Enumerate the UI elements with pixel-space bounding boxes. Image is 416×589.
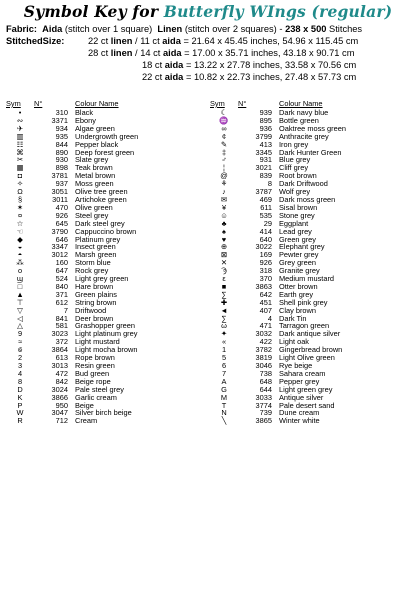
symbol-cell: ⊤ <box>16 297 24 307</box>
floss-number-cell: 841 <box>55 313 68 323</box>
colour-name-cell: Insect green <box>75 242 116 252</box>
symbol-cell: Ω <box>17 187 23 197</box>
size-value: = 13.22 x 27.78 inches, 33.58 x 70.56 cm <box>183 60 357 70</box>
size-fabric: linen <box>110 48 133 58</box>
colour-name-cell: Storm blue <box>75 258 111 268</box>
floss-number-cell: 524 <box>55 274 68 284</box>
symbol-cell: N <box>221 408 227 418</box>
col-sym-header: Sym <box>6 99 21 108</box>
symbol-cell: R <box>17 416 23 426</box>
floss-number-cell: 3013 <box>51 361 68 370</box>
floss-number-cell: 3790 <box>51 226 68 236</box>
fabric-linen-note: (stitch over 2 squares) - <box>184 24 283 34</box>
floss-number-cell: 3781 <box>51 171 68 181</box>
symbol-cell: ✕ <box>220 258 228 268</box>
symbol-cell: § <box>17 194 23 204</box>
table-row <box>210 156 409 164</box>
colour-name-cell: Dark Driftwood <box>279 179 328 189</box>
colour-name-cell: Olive green <box>75 202 113 212</box>
colour-name-cell: Slate grey <box>75 155 109 165</box>
size-value: = 17.00 x 35.71 inches, 43.18 x 90.71 cm <box>181 48 355 58</box>
size-sep: / 14 ct <box>132 48 163 58</box>
table-row <box>6 409 205 417</box>
floss-number-cell: 470 <box>55 202 68 212</box>
symbol-cell: ✉ <box>220 194 228 204</box>
symbol-cell: ω <box>221 321 227 331</box>
colour-name-cell: Garlic cream <box>75 392 117 402</box>
symbol-cell: ⊕ <box>220 242 228 252</box>
symbol-cell: A <box>221 376 227 386</box>
table-row <box>210 133 409 141</box>
floss-number-cell: 414 <box>259 226 272 236</box>
floss-number-cell: 3051 <box>51 187 68 197</box>
symbol-cell: 4 <box>17 368 23 378</box>
floss-number-cell: 3033 <box>255 392 272 402</box>
floss-number-cell: 937 <box>55 179 68 189</box>
colour-name-cell: Bud green <box>75 368 110 378</box>
colour-name-cell: Cappuccino brown <box>75 226 137 236</box>
symbol-cell: « <box>221 337 227 347</box>
floss-number-cell: 469 <box>259 194 272 204</box>
floss-number-cell: 3799 <box>255 131 272 141</box>
symbol-cell: ✦ <box>220 329 228 339</box>
symbol-key-table-left <box>6 100 205 425</box>
colour-name-cell: Beige rope <box>75 376 111 386</box>
symbol-cell: ☷ <box>16 139 24 149</box>
symbol-cell: ╲ <box>221 416 227 426</box>
floss-number-cell: 422 <box>259 337 272 347</box>
title-prefix: Symbol Key for <box>23 2 164 21</box>
size-ct: 28 ct <box>88 48 109 58</box>
colour-name-cell: String brown <box>75 297 117 307</box>
colour-name-cell: Pepper black <box>75 139 119 149</box>
size-value: = 10.82 x 22.73 inches, 27.48 x 57.73 cm <box>183 72 357 82</box>
size-ct: 22 ct <box>88 36 109 46</box>
floss-number-cell: 840 <box>55 281 68 291</box>
symbol-cell: ¥ <box>221 202 227 212</box>
symbol-cell: ☆ <box>16 218 24 228</box>
colour-name-cell: Sahara cream <box>279 368 326 378</box>
symbol-cell: ‡ <box>221 147 227 157</box>
colour-name-cell: Steel grey <box>75 210 109 220</box>
colour-name-cell: Iron grey <box>279 139 309 149</box>
colour-name-cell: Algae green <box>75 123 115 133</box>
col-sym-header: Sym <box>210 99 225 108</box>
floss-number-cell: 451 <box>259 297 272 307</box>
colour-name-cell: Beige <box>75 400 94 410</box>
symbol-cell: ☾ <box>220 108 228 117</box>
table-row <box>6 109 205 117</box>
colour-name-cell: Light mocha brown <box>75 345 138 355</box>
symbol-cell: ☺ <box>220 210 228 220</box>
floss-number-cell: 535 <box>259 210 272 220</box>
symbol-cell: ✈ <box>16 123 24 133</box>
symbol-cell: ∾ <box>16 115 24 125</box>
symbol-cell: ♪ <box>222 187 226 197</box>
floss-number-cell: 646 <box>55 234 68 244</box>
symbol-cell: ✎ <box>220 139 228 149</box>
fabric-line <box>6 24 362 34</box>
colour-name-cell: Winter white <box>279 416 320 426</box>
floss-number-cell: 931 <box>259 155 272 165</box>
colour-name-cell: Medium mustard <box>279 274 335 284</box>
symbol-cell: ♒ <box>219 115 229 125</box>
size-ct: 18 ct <box>142 60 163 70</box>
colour-name-cell: Root brown <box>279 171 317 181</box>
symbol-cell: 1 <box>221 345 227 355</box>
floss-number-cell: 3046 <box>255 361 272 370</box>
colour-name-cell: Silver birch beige <box>75 408 132 418</box>
floss-number-cell: 3047 <box>51 408 68 418</box>
size-ct: 22 ct <box>142 72 163 82</box>
symbol-cell: ⌘ <box>16 147 24 157</box>
floss-number-cell: 169 <box>259 250 272 260</box>
floss-number-cell: 3021 <box>255 163 272 173</box>
size-fabric2: aida <box>162 36 181 46</box>
floss-number-cell: 3819 <box>255 353 272 363</box>
colour-name-cell: Pewter grey <box>279 250 319 260</box>
floss-number-cell: 371 <box>55 289 68 299</box>
colour-name-cell: Dark antique silver <box>279 329 341 339</box>
symbol-cell: 7 <box>221 368 227 378</box>
table-row <box>210 212 409 220</box>
colour-name-cell: Dark Hunter Green <box>279 147 342 157</box>
colour-name-cell: Black <box>75 108 94 117</box>
fabric-label: Fabric: <box>6 24 37 34</box>
floss-number-cell: 642 <box>259 289 272 299</box>
symbol-cell: ♠ <box>222 226 226 236</box>
size-line <box>88 48 354 58</box>
symbol-cell: ∑ <box>221 313 227 323</box>
colour-name-cell: Undergrowth green <box>75 131 139 141</box>
floss-number-cell: 926 <box>55 210 68 220</box>
colour-name-cell: Light Olive green <box>279 353 335 363</box>
symbol-cell: ◆ <box>17 234 23 244</box>
floss-number-cell: 3866 <box>51 392 68 402</box>
colour-name-cell: Antique silver <box>279 392 324 402</box>
floss-number-cell: 890 <box>55 147 68 157</box>
floss-number-cell: 8 <box>267 179 272 189</box>
floss-number-cell: 611 <box>260 202 272 212</box>
floss-number-cell: 3022 <box>255 242 272 252</box>
size-line <box>142 72 356 82</box>
symbol-cell: K <box>17 392 23 402</box>
symbol-cell: ⟃ <box>17 345 23 355</box>
floss-number-cell: 613 <box>55 353 68 363</box>
colour-name-cell: Earth grey <box>279 289 314 299</box>
stitch-label: Stitches <box>329 24 363 34</box>
symbol-cell: ⊠ <box>220 250 228 260</box>
colour-name-cell: Rope brown <box>75 353 115 363</box>
colour-name-cell: Moss green <box>75 179 114 189</box>
symbol-cell: ⁂ <box>16 258 24 268</box>
symbol-cell: • <box>18 108 22 117</box>
size-fabric: linen <box>110 36 133 46</box>
stitched-size-label: StitchedSize: <box>6 36 65 46</box>
symbol-cell: ✚ <box>220 297 228 307</box>
floss-number-cell: 160 <box>55 258 68 268</box>
col-no-header: N° <box>34 99 43 108</box>
symbol-cell: ∞ <box>221 123 227 133</box>
colour-name-cell: Dark moss green <box>279 194 336 204</box>
symbol-cell: ♂ <box>221 155 227 165</box>
colour-name-cell: Teak brown <box>75 163 113 173</box>
colour-name-cell: Anthracite grey <box>279 131 329 141</box>
size-value: = 21.64 x 45.45 inches, 54.96 x 115.45 cm <box>180 36 359 46</box>
symbol-cell: ✧ <box>16 179 24 189</box>
colour-name-cell: Eggplant <box>279 218 309 228</box>
symbol-cell: T <box>221 400 227 410</box>
symbol-cell: ✂ <box>16 155 24 165</box>
colour-name-cell: Lead grey <box>279 226 312 236</box>
floss-number-cell: 647 <box>55 266 68 276</box>
floss-number-cell: 310 <box>55 108 68 117</box>
floss-number-cell: 936 <box>259 123 272 133</box>
symbol-cell: ▽ <box>17 305 23 315</box>
floss-number-cell: 738 <box>259 368 272 378</box>
floss-number-cell: 644 <box>259 384 272 394</box>
symbol-cell: D <box>17 384 23 394</box>
floss-number-cell: 934 <box>55 123 68 133</box>
floss-number-cell: 3774 <box>255 400 272 410</box>
floss-number-cell: 3012 <box>51 250 68 260</box>
symbol-cell: 5 <box>221 353 227 363</box>
symbol-cell: ¤ <box>17 210 23 220</box>
floss-number-cell: 3864 <box>51 345 68 355</box>
size-sep: / 11 ct <box>132 36 163 46</box>
colour-name-cell: Dark Tin <box>279 313 307 323</box>
symbol-cell: △ <box>17 321 23 331</box>
colour-name-cell: Pepper grey <box>279 376 320 386</box>
symbol-cell: ϣ <box>16 274 24 284</box>
colour-name-cell: Dune cream <box>279 408 320 418</box>
symbol-cell: ◘ <box>17 171 23 181</box>
colour-name-cell: Grashopper green <box>75 321 135 331</box>
colour-name-cell: Elephant grey <box>279 242 325 252</box>
col-name-header: Colour Name <box>75 99 119 108</box>
table-header-row <box>6 100 205 109</box>
colour-name-cell: Cliff grey <box>279 163 309 173</box>
floss-number-cell: 370 <box>259 274 272 284</box>
colour-name-cell: Hare brown <box>75 281 114 291</box>
symbol-cell: □ <box>17 281 23 291</box>
colour-name-cell: Wolf grey <box>279 187 311 197</box>
col-no-header: N° <box>238 99 247 108</box>
colour-name-cell: Dark navy blue <box>279 108 329 117</box>
colour-name-cell: Clay brown <box>279 305 316 315</box>
floss-number-cell: 895 <box>259 115 272 125</box>
colour-name-cell: Oaktree moss green <box>279 123 346 133</box>
symbol-cell: 2 <box>17 353 23 363</box>
colour-name-cell: Platinum grey <box>75 234 121 244</box>
colour-name-cell: Bottle green <box>279 115 319 125</box>
colour-name-cell: Rye beige <box>279 361 313 370</box>
floss-number-cell: 3011 <box>52 194 68 204</box>
floss-number-cell: 372 <box>55 337 68 347</box>
colour-name-cell: Resin green <box>75 361 115 370</box>
floss-number-cell: 612 <box>55 297 68 307</box>
symbol-cell: ☜ <box>16 226 24 236</box>
symbol-cell: ▥ <box>16 131 24 141</box>
symbol-cell: M <box>220 392 228 402</box>
symbol-cell: ■ <box>221 281 227 291</box>
colour-name-cell: Marsh green <box>75 250 117 260</box>
floss-number-cell: 640 <box>259 234 272 244</box>
symbol-cell: o <box>17 266 23 276</box>
title-pattern-name: Butterfly WIngs (regular) <box>163 2 393 21</box>
col-name-header: Colour Name <box>279 99 323 108</box>
symbol-cell: 8 <box>17 376 23 386</box>
floss-number-cell: 3024 <box>51 384 68 394</box>
colour-name-cell: Grey green <box>279 258 316 268</box>
floss-number-cell: 3371 <box>51 115 68 125</box>
floss-number-cell: 926 <box>259 258 272 268</box>
symbol-cell: ¦ <box>223 163 225 173</box>
colour-name-cell: Pale desert sand <box>279 400 335 410</box>
page-title <box>0 2 416 21</box>
floss-number-cell: 7 <box>63 305 68 315</box>
symbol-cell: 3 <box>17 361 23 370</box>
fabric-linen: Linen <box>157 24 183 34</box>
floss-number-cell: 318 <box>259 266 272 276</box>
symbol-cell: ◄ <box>220 305 228 315</box>
colour-name-cell: Sisal brown <box>279 202 318 212</box>
floss-number-cell: 844 <box>55 139 68 149</box>
floss-number-cell: 739 <box>259 408 272 418</box>
floss-number-cell: 3865 <box>255 416 272 426</box>
table-row <box>6 394 205 402</box>
stitch-count: 238 x 500 <box>285 24 327 34</box>
colour-name-cell: Gingerbread brown <box>279 345 343 355</box>
floss-number-cell: 3863 <box>255 281 272 291</box>
fabric-aida-note: (stitch over 1 square) <box>64 24 153 34</box>
floss-number-cell: 712 <box>55 416 68 426</box>
colour-name-cell: Ebony <box>75 115 96 125</box>
colour-name-cell: Olive tree green <box>75 187 128 197</box>
symbol-cell: ≈ <box>17 337 23 347</box>
symbol-key-table-right <box>210 100 409 425</box>
symbol-cell: ε <box>222 274 226 284</box>
colour-name-cell: Shell pink grey <box>279 297 328 307</box>
colour-name-cell: Light green grey <box>279 384 333 394</box>
floss-number-cell: 472 <box>55 368 68 378</box>
colour-name-cell: Light grey green <box>75 274 129 284</box>
floss-number-cell: 3787 <box>255 187 272 197</box>
floss-number-cell: 950 <box>55 400 68 410</box>
floss-number-cell: 930 <box>55 155 68 165</box>
floss-number-cell: 3782 <box>255 345 272 355</box>
floss-number-cell: 939 <box>259 108 272 117</box>
colour-name-cell: Deer brown <box>75 313 114 323</box>
colour-name-cell: Pale steel grey <box>75 384 124 394</box>
symbol-cell: ✶ <box>16 202 24 212</box>
floss-number-cell: 29 <box>263 218 272 228</box>
colour-name-cell: Artichoke green <box>75 194 127 204</box>
size-fabric2: aida <box>162 48 182 58</box>
colour-name-cell: Green grey <box>279 234 316 244</box>
colour-name-cell: Green plains <box>75 289 117 299</box>
symbol-cell: ◒ <box>17 242 23 252</box>
colour-name-cell: Cream <box>75 416 98 426</box>
floss-number-cell: 581 <box>55 321 68 331</box>
symbol-cell: W <box>16 408 24 418</box>
symbol-cell: ▲ <box>16 289 24 299</box>
floss-number-cell: 407 <box>259 305 272 315</box>
floss-number-cell: 4 <box>267 313 272 323</box>
floss-number-cell: 839 <box>259 171 272 181</box>
colour-name-cell: Dark steel grey <box>75 218 125 228</box>
colour-name-cell: Granite grey <box>279 266 320 276</box>
symbol-cell: ∑ <box>221 289 227 299</box>
size-fabric: aida <box>164 60 184 70</box>
colour-name-cell: Light oak <box>279 337 309 347</box>
colour-name-cell: Rock grey <box>75 266 109 276</box>
symbol-cell: P <box>17 400 23 410</box>
floss-number-cell: 3023 <box>51 329 68 339</box>
colour-name-cell: Stone grey <box>279 210 315 220</box>
colour-name-cell: Otter brown <box>279 281 318 291</box>
symbol-cell: ¢ <box>221 131 227 141</box>
symbol-cell: ⚘ <box>220 179 228 189</box>
symbol-cell: 6 <box>221 361 227 370</box>
floss-number-cell: 413 <box>259 139 272 149</box>
floss-number-cell: 648 <box>259 376 272 386</box>
symbol-cell: ♣ <box>221 218 227 228</box>
table-row <box>210 330 409 338</box>
symbol-cell: G <box>221 384 227 394</box>
size-line <box>88 36 358 46</box>
symbol-cell: @ <box>220 171 228 181</box>
floss-number-cell: 935 <box>55 131 68 141</box>
colour-name-cell: Blue grey <box>279 155 311 165</box>
floss-number-cell: 3345 <box>255 147 272 157</box>
colour-name-cell: Deep forest green <box>75 147 135 157</box>
floss-number-cell: 471 <box>259 321 272 331</box>
symbol-cell: ▦ <box>16 163 24 173</box>
symbol-cell: Ϡ <box>221 266 227 276</box>
floss-number-cell: 645 <box>55 218 68 228</box>
floss-number-cell: 898 <box>55 163 68 173</box>
symbol-cell: ♥ <box>221 234 227 244</box>
size-line <box>142 60 356 70</box>
floss-number-cell: 3032 <box>255 329 272 339</box>
symbol-cell: 9 <box>17 329 23 339</box>
fabric-aida: Aida <box>42 24 63 34</box>
floss-number-cell: 3347 <box>51 242 68 252</box>
table-row <box>210 307 409 315</box>
colour-name-cell: Tarragon green <box>279 321 330 331</box>
table-row <box>210 417 409 425</box>
colour-name-cell: Light mustard <box>75 337 120 347</box>
floss-number-cell: 842 <box>55 376 68 386</box>
colour-name-cell: Metal brown <box>75 171 116 181</box>
size-fabric: aida <box>164 72 184 82</box>
symbol-cell: ◓ <box>17 250 23 260</box>
colour-name-cell: Driftwood <box>75 305 107 315</box>
table-row <box>6 417 205 425</box>
symbol-cell: ◁ <box>17 313 23 323</box>
colour-name-cell: Light platinum grey <box>75 329 138 339</box>
